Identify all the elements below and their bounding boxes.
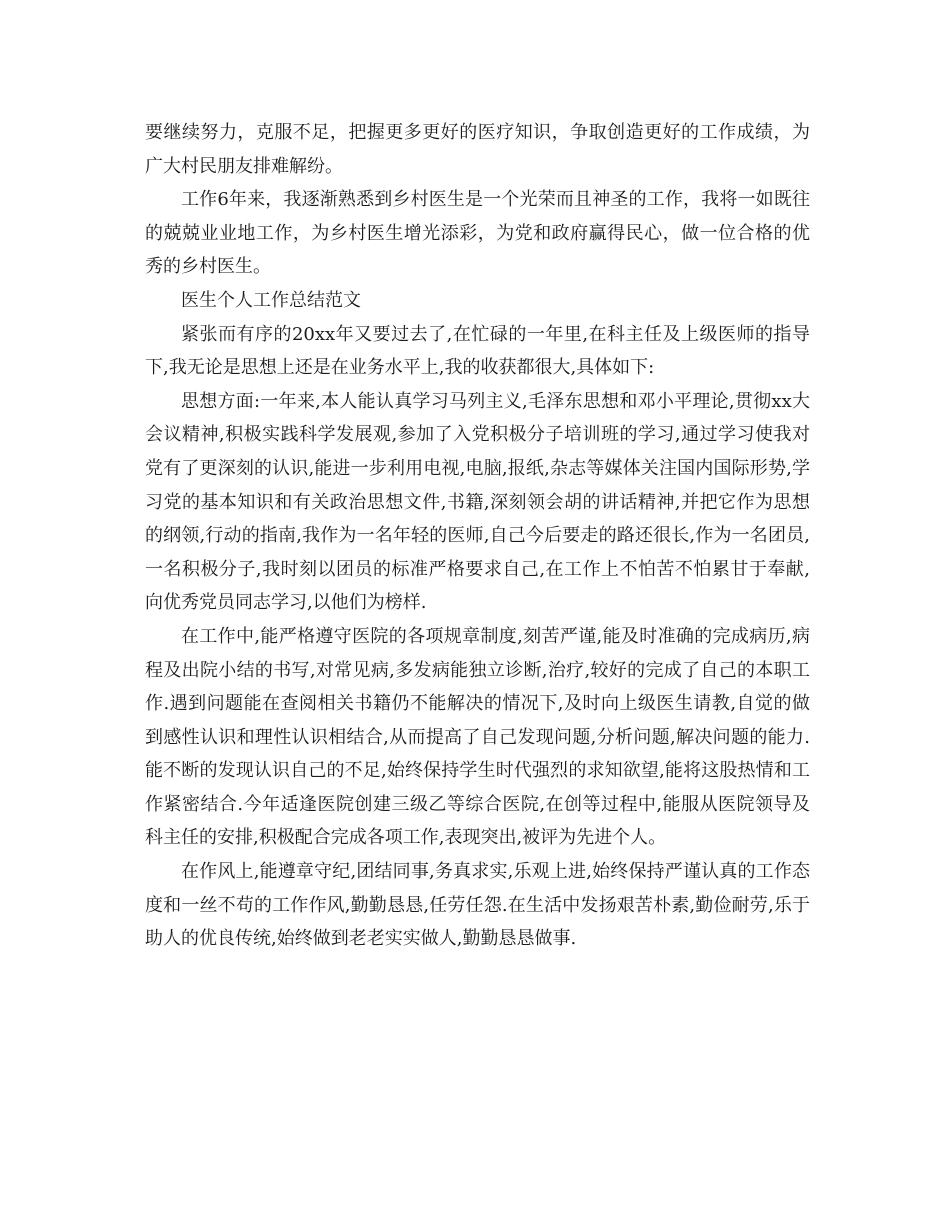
paragraph-six-years: 工作6年来，我逐渐熟悉到乡村医生是一个光荣而且神圣的工作，我将一如既往的兢兢业业地工作，为乡村医生增光添彩，为党和政府赢得民心，做一位合格的优秀的乡村医生。: [145, 189, 810, 278]
section-heading: 医生个人工作总结范文: [181, 289, 361, 311]
paragraph-continuation: 要继续努力，克服不足，把握更多更好的医疗知识，争取创造更好的工作成绩，为广大村民朋友排难解纷。: [145, 122, 810, 177]
paragraph-work: 在工作中,能严格遵守医院的各项规章制度,刻苦严谨,能及时准确的完成病历,病程及出院小结的书写,对常见病,多发病能独立诊断,治疗,较好的完成了自己的本职工作.遇到问题能在查阅相关书籍仍不能解决的情况下,及时向上级医生请教,自觉的做到感性认识和理性认识相结合,从而提高了自己发现问题,分析问题,解决问题的能力.能不断的发现认识自己的不足,始终保持学生时代强烈的求知欲望,能将这股热情和工作紧密结合.今年适逢医院创建三级乙等综合医院,在创等过程中,能服从医院领导及科主任的安排,积极配合完成各项工作,表现突出,被评为先进个人。: [145, 625, 810, 849]
paragraph-intro: 紧张而有序的20xx年又要过去了,在忙碌的一年里,在科主任及上级医师的指导下,我无论是思想上还是在业务水平上,我的收获都很大,具体如下:: [145, 323, 810, 379]
document-body: [145, 116, 810, 956]
paragraph-conduct: 在作风上,能遵章守纪,团结同事,务真求实,乐观上进,始终保持严谨认真的工作态度和一丝不苟的工作作风,勤勤恳恳,任劳任怨.在生活中发扬艰苦朴素,勤俭耐劳,乐于助人的优良传统,始终做到老老实实做人,勤勤恳恳做事.: [145, 861, 810, 950]
paragraph-ideology: 思想方面:一年来,本人能认真学习马列主义,毛泽东思想和邓小平理论,贯彻xx大会议精神,积极实践科学发展观,参加了入党积极分子培训班的学习,通过学习使我对党有了更深刻的认识,能进一步利用电视,电脑,报纸,杂志等媒体关注国内国际形势,学习党的基本知识和有关政治思想文件,书籍,深刻领会胡的讲话精神,并把它作为思想的纲领,行动的指南,我作为一名年轻的医师,自己今后要走的路还很长,作为一名团员,一名积极分子,我时刻以团员的标准严格要求自己,在工作上不怕苦不怕累甘于奉献,向优秀党员同志学习,以他们为榜样.: [145, 390, 810, 614]
